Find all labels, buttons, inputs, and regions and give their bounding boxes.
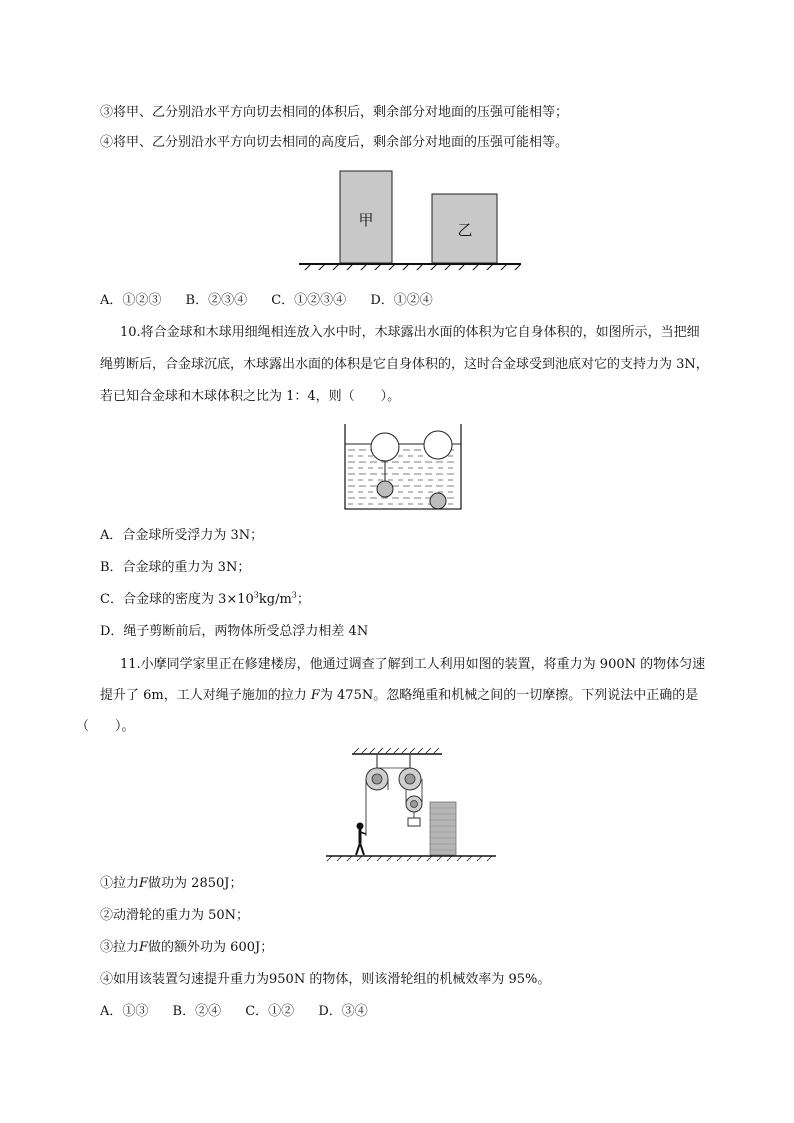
wood-ball-free — [424, 431, 452, 459]
q9-blocks-figure — [295, 168, 525, 270]
brick-wall — [430, 802, 456, 855]
q10-container-figure — [340, 422, 466, 512]
q9-options — [100, 291, 453, 311]
q11-option-d: D．③④ — [318, 1004, 368, 1019]
q11-statement-1: ①拉力F做功为 2850J； — [100, 876, 243, 891]
q9-option-c: C．①②③④ — [271, 293, 347, 308]
q10-option-a: A．合金球所受浮力为 3N； — [100, 528, 264, 543]
q11-option-a: A．①③ — [100, 1004, 149, 1019]
block-yi-label: 乙 — [457, 221, 473, 239]
block-jia-label: 甲 — [358, 211, 374, 229]
q11-statement-3: ③拉力F做的额外功为 600J； — [100, 940, 274, 955]
q10-option-c-text: C．合金球的密度为 3×10 — [100, 592, 254, 607]
q10-option-c-exp1: 3 — [253, 590, 259, 600]
load-box — [408, 818, 420, 826]
q10-stem-line-3: 若已知合金球和木球体积之比为 1：4，则（ ）。 — [100, 389, 401, 404]
q10-option-c-end: ； — [296, 592, 310, 607]
q10-option-c-exp2: 3 — [291, 590, 297, 600]
q9-option-a: A．①②③ — [100, 293, 162, 308]
alloy-ball-sunk — [430, 493, 446, 509]
alloy-ball-hanging — [377, 481, 393, 497]
q11-statement-4: ④如用该装置匀速提升重力为950N 的物体，则该滑轮组的机械效率为 95%。 — [100, 972, 551, 987]
q11-stem-line-2: 提升了 6m，工人对绳子施加的拉力 F为 475N。忽略绳重和机械之间的一切摩擦。下列说法中正确的是 — [100, 688, 699, 703]
q11-option-b: B．②④ — [172, 1004, 222, 1019]
q11-option-c: C．①② — [245, 1004, 295, 1019]
q9-option-d: D．①②④ — [370, 293, 433, 308]
q10-option-c — [100, 590, 310, 610]
q10-stem-line-2: 绳剪断后，合金球沉底，木球露出水面的体积是它自身体积的，这时合金球受到池底对它的支持力为 3N， — [100, 357, 709, 372]
q9-option-b: B．②③④ — [185, 293, 248, 308]
q11-statement-2: ②动滑轮的重力为 50N； — [100, 908, 250, 923]
wood-ball-tied — [371, 433, 399, 461]
force-symbol: F — [139, 876, 149, 891]
force-symbol: F — [139, 940, 149, 955]
q11-stem-line-1: 11.小摩同学家里正在修建楼房，他通过调查了解到工人利用如图的装置，将重力为 900N 的物体匀速 — [120, 657, 706, 672]
q9-statement-4: ④将甲、乙分别沿水平方向切去相同的高度后，剩余部分对地面的压强可能相等。 — [100, 135, 569, 150]
q11-options — [100, 1002, 388, 1022]
force-symbol: F — [310, 688, 320, 703]
q10-option-b: B．合金球的重力为 3N； — [100, 560, 251, 575]
q11-stem-line-3: （ ）。 — [76, 719, 135, 734]
q10-option-d: D．绳子剪断前后，两物体所受总浮力相差 4N — [100, 624, 369, 639]
q9-statement-3: ③将甲、乙分别沿水平方向切去相同的体积后，剩余部分对地面的压强可能相等； — [100, 105, 569, 120]
q10-option-c-unit: kg/m — [258, 592, 292, 607]
q10-stem-line-1: 10.将合金球和木球用细绳相连放入水中时，木球露出水面的体积为它自身体积的，如图所示，当把细 — [120, 325, 700, 340]
worker-figure — [356, 823, 366, 855]
q11-pulley-figure — [322, 744, 498, 864]
